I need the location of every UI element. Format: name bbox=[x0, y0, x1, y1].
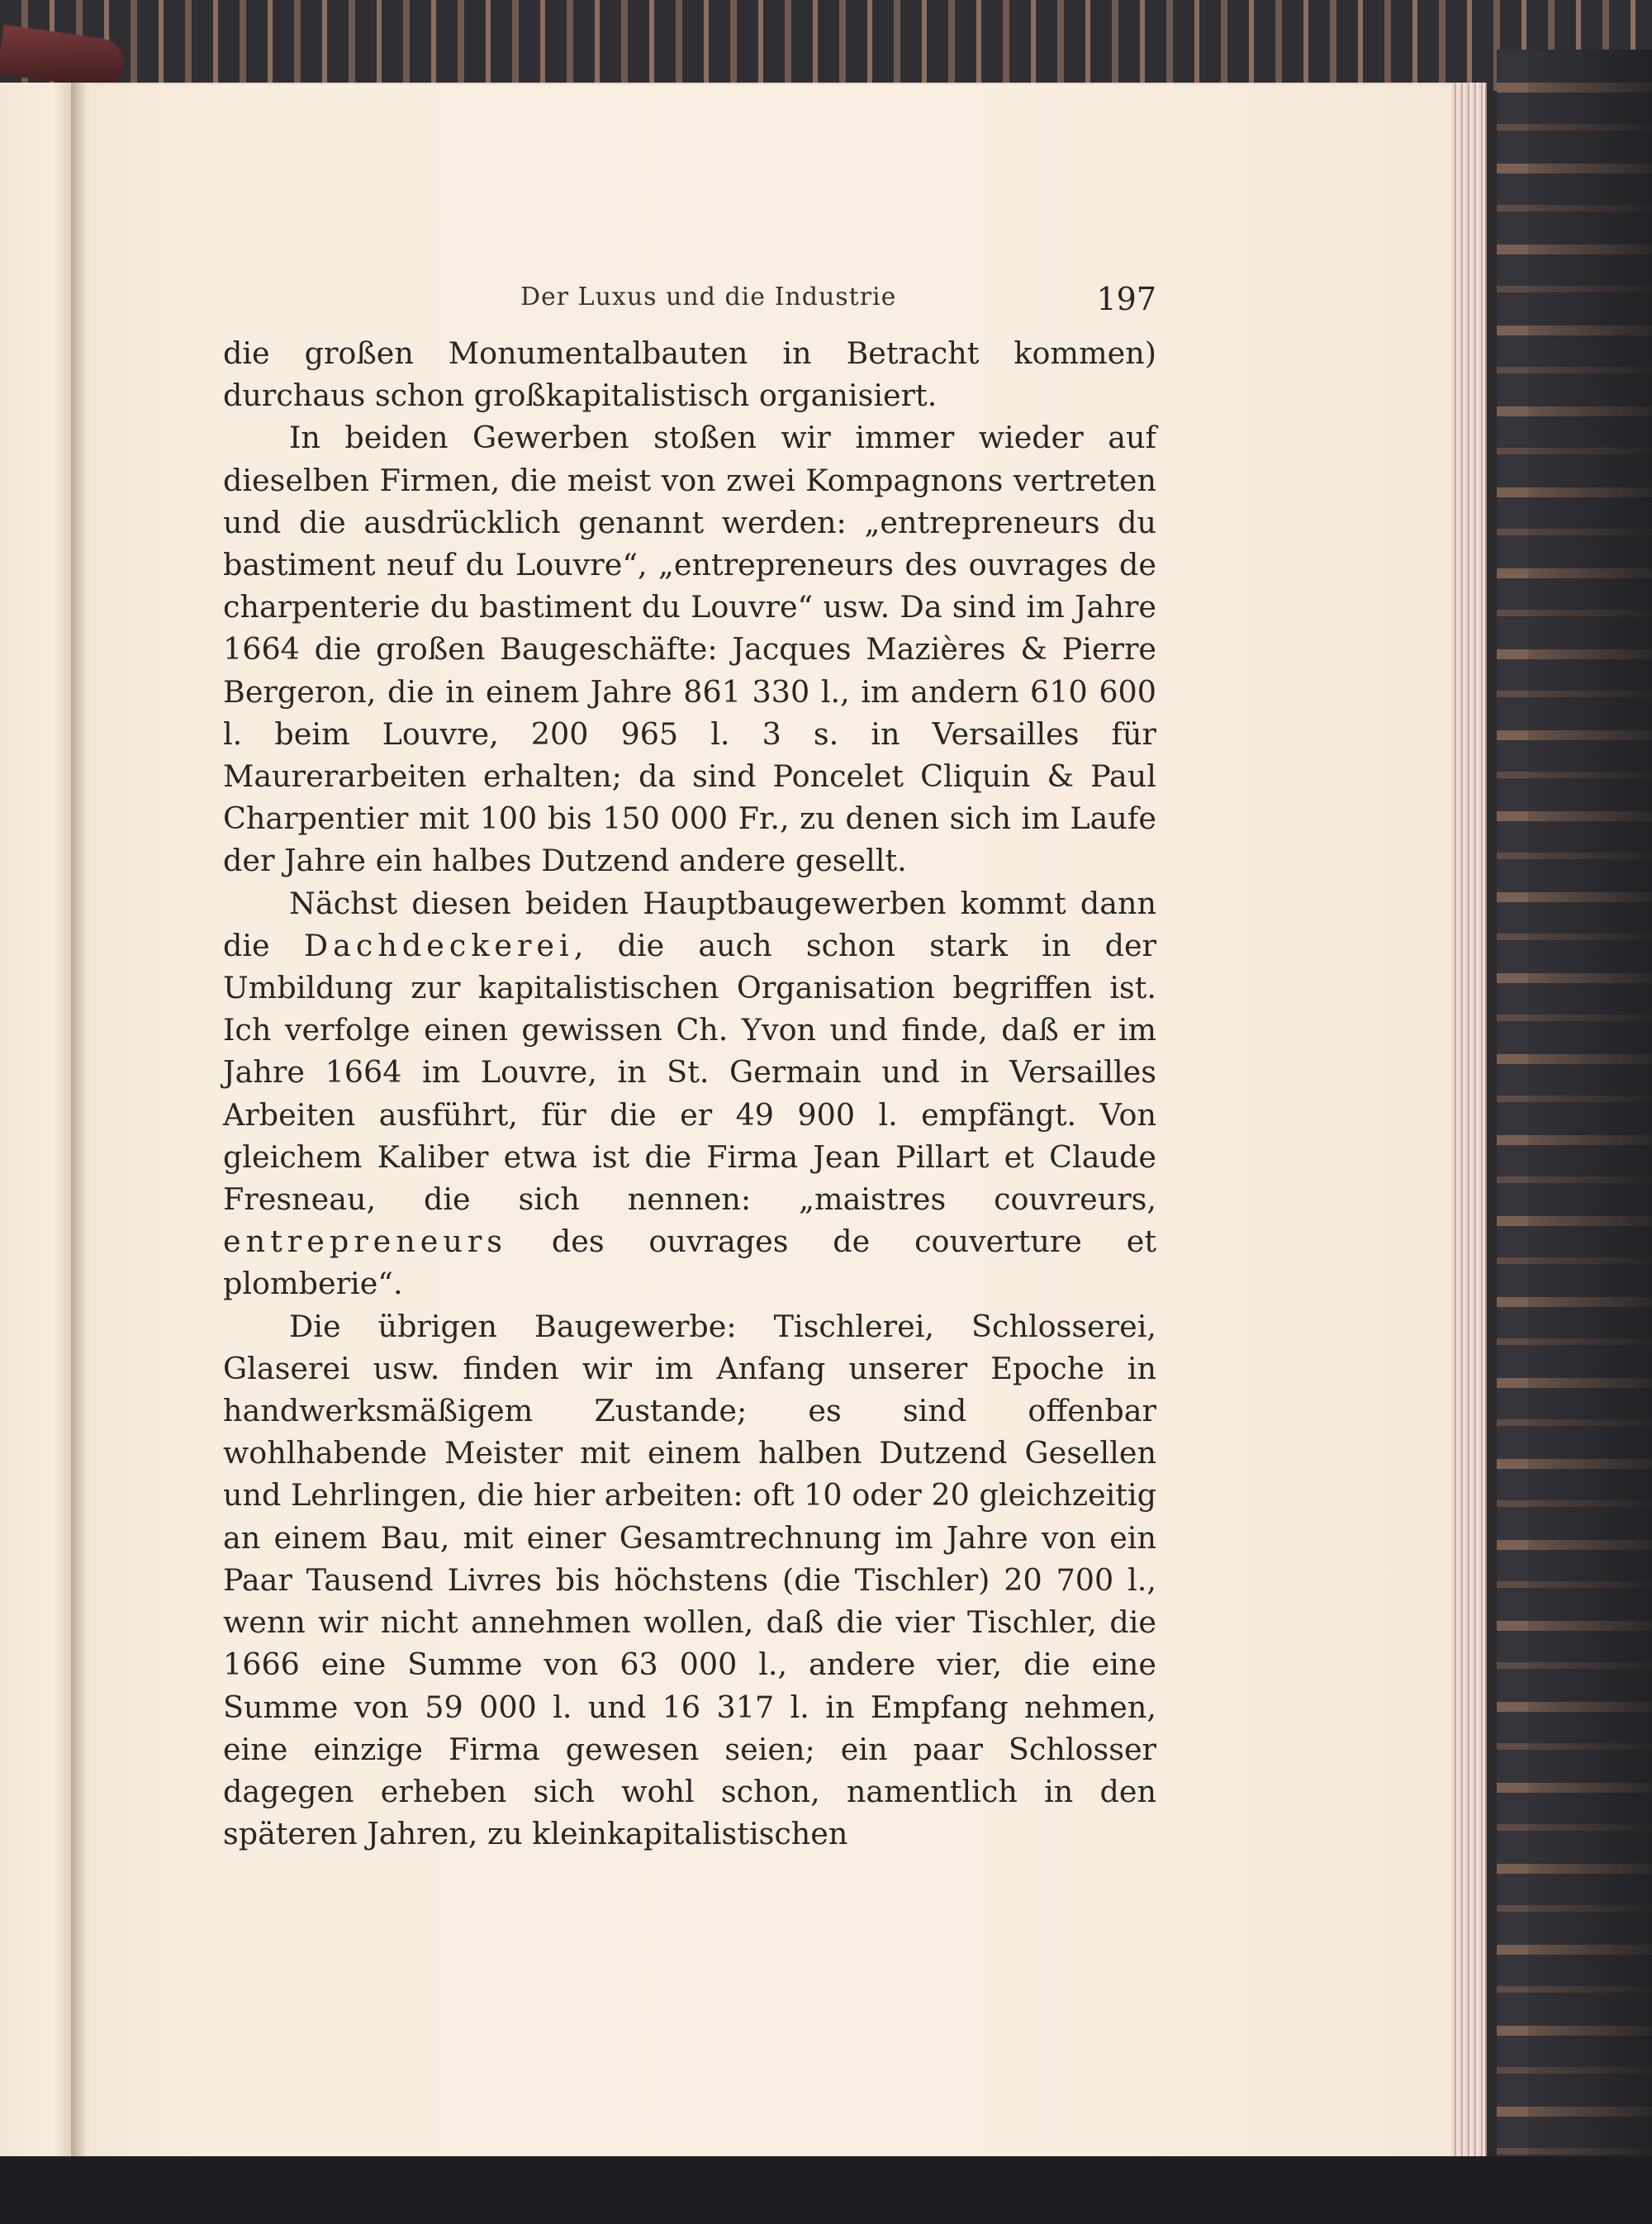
running-head bbox=[223, 273, 1156, 322]
spaced-emphasis-dachdeckerei: Dachdeckerei bbox=[303, 927, 574, 963]
paragraph-4 bbox=[223, 1305, 1156, 1856]
paragraph-text: Die übrigen Baugewerbe: Tischlerei, Schlosserei, Glaserei usw. finden wir im Anfang unserer Epoche in handwerksmäßigem Zustande; es sind offenbar wohlhabende Meister mit einem halben Dutzend Gesellen und Lehrlingen, die hier arbeiten: oft 10 oder 20 gleichzeitig an einem Bau, mit einer Gesamtrechnung im Jahre von ein Paar Tausend Livres bis höchstens (die Tischler) 20 700 l., wenn wir nicht annehmen wollen, daß die vier Tischler, die 1666 eine Summe von 63 000 l., andere vier, die eine Summe von 59 000 l. und 16 317 l. in Empfang nehmen, eine einzige Firma gewesen seien; ein paar Schlosser dagegen erheben sich wohl schon, namentlich in den späteren Jahren, zu kleinkapitalistischen bbox=[223, 1308, 1156, 1852]
spaced-emphasis-entrepreneurs: entrepreneurs bbox=[223, 1224, 508, 1260]
book-cover-shadow bbox=[1528, 50, 1652, 2181]
paragraph-text: In beiden Gewerben stoßen wir immer wieder auf dieselben Firmen, die meist von zwei Kompagnons vertreten und die ausdrücklich genannt werden: „entrepreneurs du bastiment neuf du Louvre“, „entrepreneurs des ouvrages de charpenterie du bastiment du Louvre“ usw. Da sind im Jahre 1664 die großen Baugeschäfte: Jacques Mazières & Pierre Bergeron, die in einem Jahre 861 330 l., im andern 610 600 l. beim Louvre, 200 965 l. 3 s. in Versailles für Maurerarbeiten erhalten; da sind Poncelet Cliquin & Paul Charpentier mit 100 bis 150 000 Fr., zu denen sich im Laufe der Jahre ein halbes Dutzend andere gesellt. bbox=[223, 420, 1156, 879]
paragraph-text: des ouvrages de couverture et plomberie“. bbox=[223, 1224, 1156, 1302]
book-cover-top-edge bbox=[0, 0, 1652, 91]
paragraph-text: , die auch schon stark in der Umbildung zur kapitalistischen Organisation begriffen ist. Ich verfolge einen gewissen Ch. Yvon und finde, daß er im Jahre 1664 im Louvre, in St. Germain und in Versailles Arbeiten ausführt, für die er 49 900 l. empfängt. Von gleichem Kaliber etwa ist die Firma Jean Pillart et Claude Fresneau, die sich nennen: „maistres couvreurs, bbox=[223, 927, 1156, 1218]
paragraph-2 bbox=[223, 416, 1156, 882]
left-page-strip bbox=[0, 83, 76, 2156]
page-number: 197 bbox=[1096, 281, 1156, 317]
paragraph-1 bbox=[223, 332, 1156, 416]
paragraph-text: Nächst diesen beiden Hauptbaugewerben kommt dann die bbox=[223, 885, 1156, 963]
paragraph-3 bbox=[223, 882, 1156, 1305]
page-text-block bbox=[223, 273, 1156, 1855]
running-title: Der Luxus und die Industrie bbox=[520, 283, 897, 311]
book-cover-bottom-edge bbox=[0, 2156, 1652, 2224]
page-edges bbox=[1452, 83, 1485, 2156]
paragraph-text: die großen Monumentalbauten in Betracht kommen) durchaus schon großkapitalistisch organisiert. bbox=[223, 335, 1156, 414]
